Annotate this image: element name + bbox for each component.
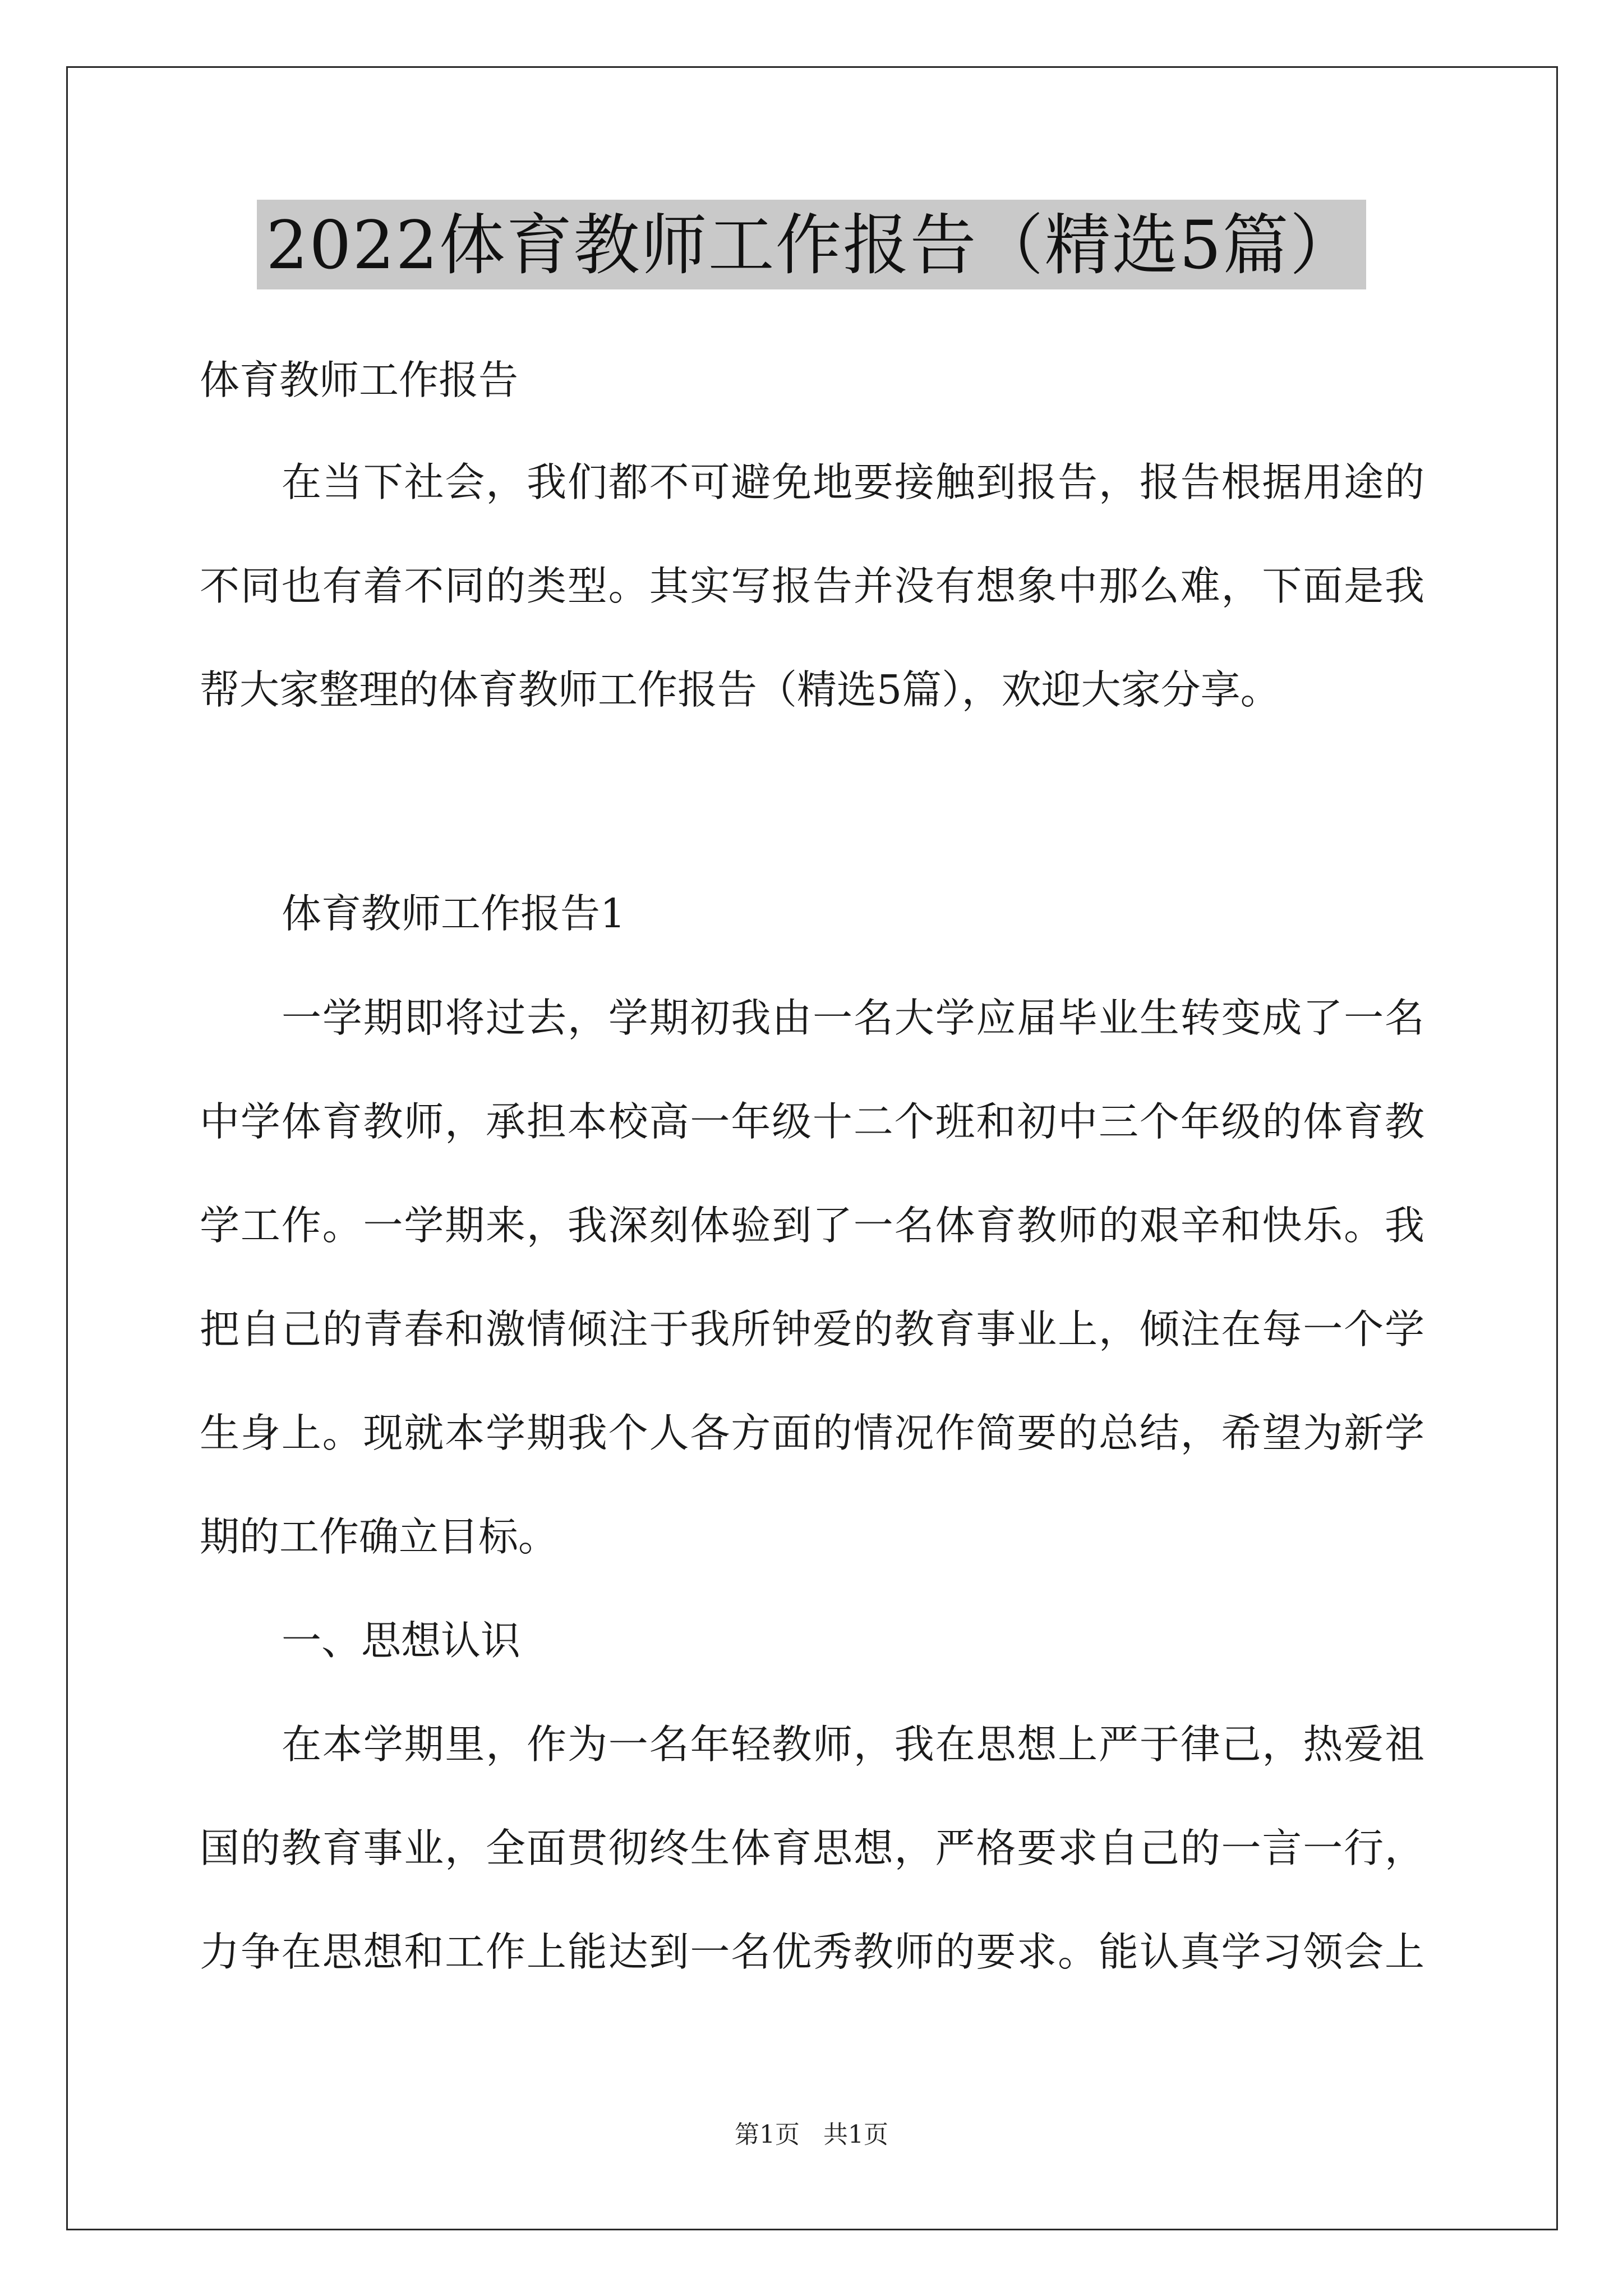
intro-line: 帮大家整理的体育教师工作报告（精选5篇），欢迎大家分享。	[200, 666, 1280, 713]
sub-heading: 一、思想认识	[282, 1617, 521, 1664]
intro-line: 不同也有着不同的类型。其实写报告并没有想象中那么难，下面是我	[200, 563, 1424, 609]
paragraph-line: 中学体育教师，承担本校高一年级十二个班和初中三个年级的体育教	[200, 1098, 1424, 1145]
paragraph-line: 在本学期里，作为一名年轻教师，我在思想上严于律己，热爱祖	[282, 1721, 1424, 1768]
intro-line: 在当下社会，我们都不可避免地要接触到报告，报告根据用途的	[282, 459, 1424, 505]
page-footer: 第1页 共1页	[735, 2120, 888, 2149]
paragraph-line: 一学期即将过去，学期初我由一名大学应届毕业生转变成了一名	[282, 995, 1424, 1041]
paragraph-line: 生身上。现就本学期我个人各方面的情况作简要的总结，希望为新学	[200, 1410, 1424, 1456]
section-heading: 体育教师工作报告1	[282, 890, 626, 937]
paragraph-line: 期的工作确立目标。	[200, 1513, 559, 1560]
subtitle: 体育教师工作报告	[200, 357, 519, 403]
paragraph-line: 力争在思想和工作上能达到一名优秀教师的要求。能认真学习领会上	[200, 1929, 1424, 1975]
paragraph-line: 学工作。一学期来，我深刻体验到了一名体育教师的艰辛和快乐。我	[200, 1202, 1424, 1249]
document-title: 2022体育教师工作报告（精选5篇）	[257, 200, 1366, 289]
paragraph-line: 国的教育事业，全面贯彻终生体育思想，严格要求自己的一言一行，	[200, 1825, 1424, 1871]
paragraph-line: 把自己的青春和激情倾注于我所钟爱的教育事业上，倾注在每一个学	[200, 1306, 1424, 1352]
title-container	[0, 200, 1623, 289]
